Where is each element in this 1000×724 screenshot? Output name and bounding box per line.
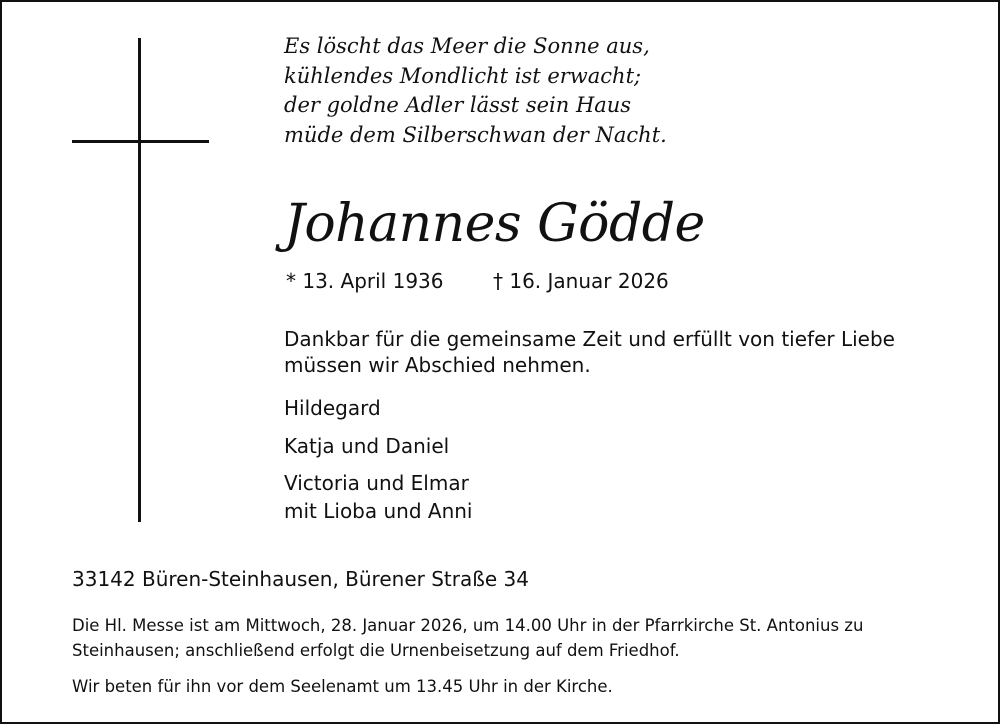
cross-horizontal-bar xyxy=(72,140,209,143)
poem-line: müde dem Silberschwan der Nacht. xyxy=(284,122,667,147)
cross-vertical-bar xyxy=(138,38,141,522)
family-member: Victoria und Elmar xyxy=(284,471,469,495)
poem-line: kühlendes Mondlicht ist erwacht; xyxy=(284,63,642,88)
prayer-notice: Wir beten für ihn vor dem Seelenamt um 13.45 Uhr in der Kirche. xyxy=(72,677,613,696)
family-member: Katja und Daniel xyxy=(284,434,450,458)
birth-date: * 13. April 1936 xyxy=(286,269,444,293)
deceased-name: Johannes Gödde xyxy=(284,194,705,254)
mass-notice: Die Hl. Messe ist am Mittwoch, 28. Januar 2026, um 14.00 Uhr in der Pfarrkirche St. Antonius zu Steinhausen; anschließend erfolgt die Urnenbeisetzung auf dem Friedhof. xyxy=(72,616,864,660)
death-date: † 16. Januar 2026 xyxy=(493,269,669,293)
poem-line: der goldne Adler lässt sein Haus xyxy=(284,93,632,117)
farewell-text: Dankbar für die gemeinsame Zeit und erfüllt von tiefer Liebe müssen wir Abschied nehmen. xyxy=(284,327,895,377)
address: 33142 Büren-Steinhausen, Bürener Straße 34 xyxy=(72,567,529,591)
family-member: Hildegard xyxy=(284,396,381,420)
poem-line: Es löscht das Meer die Sonne aus, xyxy=(284,34,650,58)
family-member: mit Lioba und Anni xyxy=(284,499,473,523)
poem xyxy=(284,32,667,150)
